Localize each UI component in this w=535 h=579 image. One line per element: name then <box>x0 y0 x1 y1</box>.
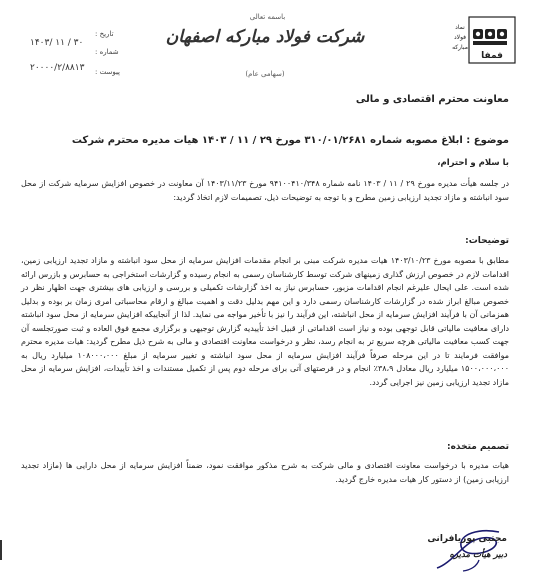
bismillah: باسمه تعالی <box>249 13 286 21</box>
signer-title: دبیر هیأت مدیره <box>449 550 507 560</box>
recipient: معاونت محترم اقتصادی و مالی <box>355 94 509 105</box>
company-type: (سهامی عام) <box>245 70 285 78</box>
svg-text:فمفا: فمفا <box>481 51 503 61</box>
number-value: ۲۰۰۰۰/۲/۸۸۱۳ <box>30 63 85 73</box>
salutation: با سلام و احترام، <box>437 158 509 168</box>
decision-heading: تصمیم متخذه: <box>447 442 509 452</box>
date-value: ۱۴۰۳/ ۱۱ / ۳۰ <box>30 38 84 48</box>
handwritten-signature-icon <box>419 524 509 574</box>
svg-text:فولاد: فولاد <box>453 34 467 41</box>
foolad-mobarakeh-logo-icon <box>451 15 517 71</box>
explanations-heading: توضیحات: <box>465 236 509 246</box>
company-name: شرکت فولاد مبارکه اصفهان <box>165 27 365 47</box>
svg-text:مبارکه: مبارکه <box>452 44 468 51</box>
logo-graphic-icon <box>451 15 517 71</box>
date-label: تاریخ : <box>95 30 114 38</box>
number-label: شماره : <box>95 48 119 56</box>
explanations-paragraph: مطابق با مصوبه مورخ ۱۴۰۳/۱۰/۲۳ هیات مدیره شرکت مبنی بر انجام مقدمات افزایش سرمایه از محل سود انباشته و مازاد تجدید ارزیابی زمین، اقدامات لازم در خصوص ارزش گذاری زمینهای شرکت توسط کارشناسان رسمی به انجام رسیده و گزارشات استخراجی به حسابرس و بازرس ارائه شده است. علی ایحال علیرغم انجام اقدامات مزبور، حسابرس نیاز به اخذ گزارشات تکمیلی و بررسی و ارزیابی های بیشتری جهت اظهار نظر در خصوص مبالغ ابراز شده در گزارشات کارشناسان رسمی دارد و این مهم بدلیل دقت و اهمیت مبالغ و ارقام محاسباتی امری زمان بر بوده و بدلیل همزمانی آن با فرآیند افزایش سرمایه از محل انباشته، این فرآیند را نیز با تأخیر مواجه می نماید. لذا از آنجاییکه افزایش سرمایه از محل سود انباشته دارای معافیت مالیاتی قابل توجهی بوده و نیاز است اقداماتی از قبیل اخذ تأییدیه گزارش توجیهی و برگزاری مجمع فوق العاده و ثبت صورتجلسه آن جهت کسب معافیت مالیاتی هرچه سریع تر به انجام رسد، نظر و درخواست معاونت اقتصادی و مالی به شرح ذیل مطرح گردید: هیات مدیره محترم موافقت فرمایند تا در این مرحله صرفاً فرآیند افزایش سرمایه از محل سود انباشته و تغییر سرمایه از مبلغ ۱۰۸۰۰۰،۰۰۰ میلیارد ریال به ۱۵۰۰،۰۰۰،۰۰۰ میلیارد ریال معادل ۳۸،۹٪ انجام و در فرصتهای آتی برای مرحله دوم پس از تکمیل مستندات و اخذ تأییدات، افزایش سرمایه از محل مازاد تجدید ارزیابی زمین نیز اجرایی گردد. <box>21 256 510 387</box>
page-edge-mark <box>0 540 2 560</box>
attachment-label: پیوست : <box>95 68 120 76</box>
subject: موضوع : ابلاغ مصوبه شماره ۳۱۰/۰۱/۲۶۸۱ مورخ ۲۹ / ۱۱ / ۱۴۰۳ هیات مدیره محترم شرکت <box>71 135 509 146</box>
signer-name: مجتبی پوریافرانی <box>427 534 507 544</box>
decision-paragraph: هیات مدیره با درخواست معاونت اقتصادی و مالی شرکت به شرح مذکور موافقت نمود، ضمناً افزایش سرمایه از محل دارایی ها (مازاد تجدید ارزیابی زمین) از دستور کار هیات مدیره خارج گردید. <box>21 461 509 484</box>
intro-paragraph: در جلسه هیأت مدیره مورخ ۲۹ / ۱۱ / ۱۴۰۳ نامه شماره ۹۴۱۰۰۴۱۰/۳۴۸ مورخ ۱۴۰۳/۱۱/۲۳ آن معاونت در خصوص افزایش سرمایه شرکت از محل سود انباشته و مازاد تجدید ارزیابی زمین مطرح و با توجه به توضیحات ذیل، تصمیمات لازم اتخاذ گردید: <box>21 179 510 202</box>
svg-text:نماد: نماد <box>455 24 465 31</box>
